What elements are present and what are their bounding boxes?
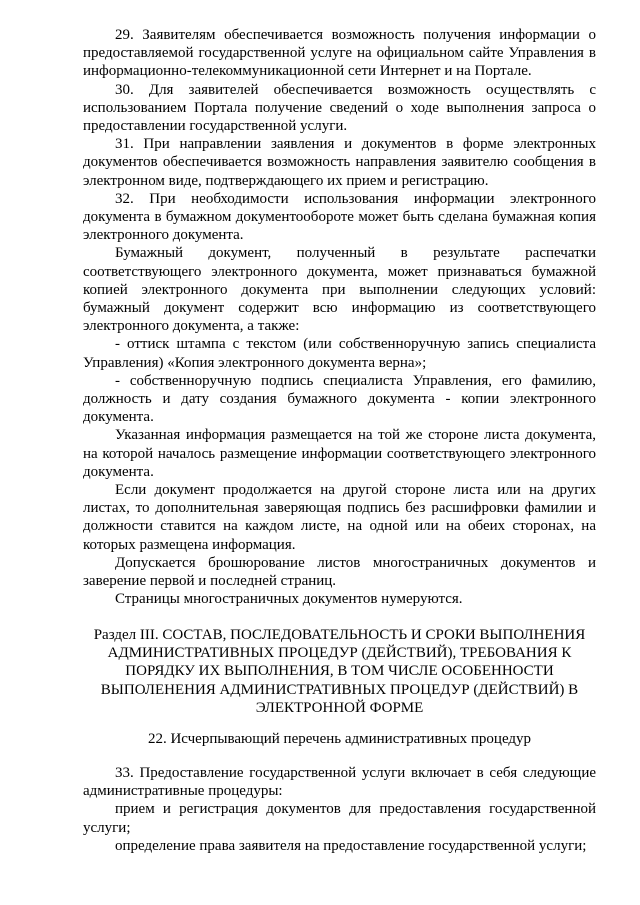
- text-block-bottom: [83, 764, 596, 855]
- paragraph-procedure-2: определение права заявителя на предоставление государственной услуги;: [115, 837, 587, 854]
- paragraph-32: 32. При необходимости использования информации электронного документа в бумажном документообороте может быть сделана бумажная копия электронного документа.: [83, 190, 596, 244]
- paragraph-31: 31. При направлении заявления и документов в форме электронных документов обеспечивается возможность направления заявителю сообщения в электронном виде, подтверждающего их прием и регистрацию.: [83, 136, 596, 189]
- subsection-heading: 22. Исчерпывающий перечень административных процедур: [147, 731, 532, 747]
- paragraph-33: 33. Предоставление государственной услуги включает в себя следующие административные процедуры:: [83, 765, 596, 800]
- paragraph-signature-item: - собственноручную подпись специалиста Управления, его фамилию, должность и дату создания бумажного документа - копии электронного документа.: [83, 372, 596, 426]
- paragraph-paper-copy: Бумажный документ, полученный в результате распечатки соответствующего электронного документа, может признаваться бумажной копией электронного документа при выполнении следующих условий: бумажный документ содержит всю информацию из соответствующего электронного документа, а также:: [83, 245, 596, 335]
- paragraph-30: 30. Для заявителей обеспечивается возможность осуществлять с использованием Портала получение сведений о ходе выполнения запроса о предоставлении государственной услуги.: [83, 81, 596, 135]
- paragraph-continuation: Если документ продолжается на другой стороне листа или на других листах, то дополнительная заверяющая подпись без расшифровки фамилии и должности ставится на каждом листе, на одной или на обеих сторонах, на которых размещена информация.: [83, 482, 596, 553]
- paragraph-binding: Допускается брошюрование листов многостраничных документов и заверение первой и последней страниц.: [83, 554, 596, 590]
- paragraph-29: 29. Заявителям обеспечивается возможность получения информации о предоставляемой государственной услуге на официальном сайте Управления в информационно-телекоммуникационной сети Интернет и на Портале.: [83, 27, 596, 80]
- paragraph-procedure-1: прием и регистрация документов для предоставления государственной услуги;: [83, 801, 596, 836]
- section-heading: Раздел III. СОСТАВ, ПОСЛЕДОВАТЕЛЬНОСТЬ И СРОКИ ВЫПОЛНЕНИЯ АДМИНИСТРАТИВНЫХ ПРОЦЕДУР (ДЕЙСТВИЙ), ТРЕБОВАНИЯ К ПОРЯДКУ ИХ ВЫПОЛНЕНИЯ, В ТОМ ЧИСЛЕ ОСОБЕННОСТИ ВЫПОЛЕНЕНИЯ АДМИНИСТРАТИВНЫХ ПРОЦЕДУР (ДЕЙСТВИЙ) В ЭЛЕКТРОННОЙ ФОРМЕ: [93, 627, 586, 716]
- text-block-top: [83, 26, 596, 609]
- paragraph-placement: Указанная информация размещается на той же стороне листа документа, на которой началось размещение информации соответствующего электронного документа.: [83, 427, 596, 480]
- paragraph-stamp-item: - оттиск штампа с текстом (или собственноручную запись специалиста Управления) «Копия электронного документа верна»;: [83, 336, 596, 371]
- paragraph-numbering: Страницы многостраничных документов нумеруются.: [115, 591, 463, 608]
